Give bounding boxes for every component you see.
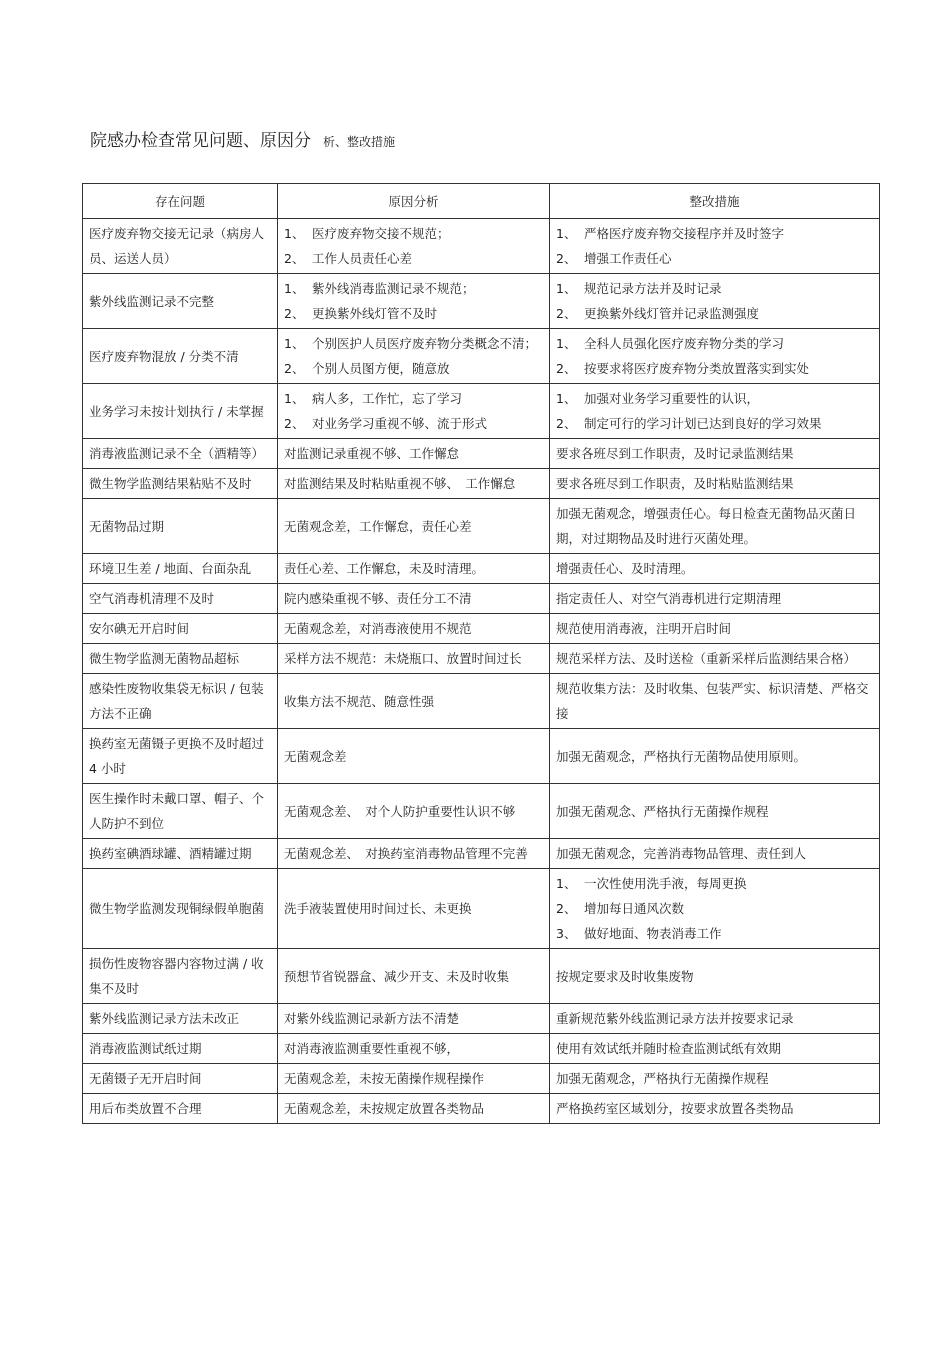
item-number: 2、 [556, 306, 577, 321]
problem-cell: 微生物学监测发现铜绿假单胞菌 [83, 869, 278, 949]
problem-cell: 消毒液监测记录不全（酒精等） [83, 439, 278, 469]
table-row [83, 274, 880, 329]
cause-cell: 无菌观念差，对消毒液使用不规范 [278, 614, 550, 644]
header-cause: 原因分析 [278, 184, 550, 219]
list-item [556, 411, 873, 436]
fix-cell [550, 869, 880, 949]
list-item [284, 276, 543, 301]
item-number: 1、 [284, 391, 305, 406]
problem-cell: 无菌物品过期 [83, 499, 278, 554]
item-number: 1、 [556, 876, 577, 891]
table-header-row [83, 184, 880, 219]
fix-cell: 加强无菌观念，完善消毒物品管理、责任到人 [550, 839, 880, 869]
list-item [284, 356, 543, 381]
item-number: 2、 [284, 361, 305, 376]
item-number: 1、 [556, 226, 577, 241]
title-tail: 析、整改措施 [323, 135, 396, 149]
table-row [83, 949, 880, 1004]
cause-cell: 对监测结果及时粘贴重视不够、 工作懈怠 [278, 469, 550, 499]
table-row [83, 1004, 880, 1034]
table-row [83, 869, 880, 949]
fix-cell: 加强无菌观念，严格执行无菌物品使用原则。 [550, 729, 880, 784]
item-number: 2、 [556, 901, 577, 916]
list-item [284, 221, 543, 246]
fix-cell [550, 329, 880, 384]
item-text: 做好地面、物表消毒工作 [584, 926, 722, 941]
cause-cell: 洗手液装置使用时间过长、未更换 [278, 869, 550, 949]
table-row [83, 1094, 880, 1124]
item-number: 1、 [284, 226, 305, 241]
table-row [83, 644, 880, 674]
fix-cell: 严格换药室区域划分，按要求放置各类物品 [550, 1094, 880, 1124]
item-text: 医疗废弃物交接不规范； [312, 226, 450, 241]
fix-cell: 规范采样方法、及时送检（重新采样后监测结果合格） [550, 644, 880, 674]
list-item [556, 356, 873, 381]
problem-cell: 损伤性废物容器内容物过满 / 收集不及时 [83, 949, 278, 1004]
fix-cell: 增强责任心、及时清理。 [550, 554, 880, 584]
fix-cell: 指定责任人、对空气消毒机进行定期清理 [550, 584, 880, 614]
fix-cell: 加强无菌观念，增强责任心。每日检查无菌物品灭菌日期，对过期物品及时进行灭菌处理。 [550, 499, 880, 554]
table-row [83, 614, 880, 644]
list-item [556, 921, 873, 946]
table-row [83, 469, 880, 499]
fix-cell: 要求各班尽到工作职责，及时粘贴监测结果 [550, 469, 880, 499]
item-number: 2、 [284, 251, 305, 266]
table-row [83, 554, 880, 584]
item-text: 个别人员图方便，随意放 [312, 361, 450, 376]
item-text: 个别医护人员医疗废弃物分类概念不清； [312, 336, 538, 351]
problem-cell: 微生物学监测无菌物品超标 [83, 644, 278, 674]
cause-cell: 收集方法不规范、随意性强 [278, 674, 550, 729]
fix-cell [550, 384, 880, 439]
table-row [83, 1064, 880, 1094]
list-item [284, 246, 543, 271]
cause-cell: 无菌观念差 [278, 729, 550, 784]
problem-cell: 环境卫生差 / 地面、台面杂乱 [83, 554, 278, 584]
item-text: 病人多，工作忙，忘了学习 [312, 391, 463, 406]
table-row [83, 729, 880, 784]
cause-cell: 采样方法不规范：未烧瓶口、放置时间过长 [278, 644, 550, 674]
item-number: 1、 [284, 336, 305, 351]
item-number: 3、 [556, 926, 577, 941]
fix-cell: 要求各班尽到工作职责，及时记录监测结果 [550, 439, 880, 469]
table-row [83, 1034, 880, 1064]
problem-cell: 安尔碘无开启时间 [83, 614, 278, 644]
table-row [83, 439, 880, 469]
item-text: 对业务学习重视不够、流于形式 [312, 416, 488, 431]
problem-cell: 医疗废弃物交接无记录（病房人员、运送人员） [83, 219, 278, 274]
item-text: 工作人员责任心差 [312, 251, 413, 266]
title-main: 院感办检查常见问题、原因分 [90, 131, 311, 151]
item-number: 2、 [556, 416, 577, 431]
table-body [83, 219, 880, 1124]
list-item [556, 331, 873, 356]
problem-cell: 无菌镊子无开启时间 [83, 1064, 278, 1094]
inspection-table [82, 183, 880, 1124]
item-text: 规范记录方法并及时记录 [584, 281, 722, 296]
item-number: 1、 [284, 281, 305, 296]
fix-cell: 规范收集方法：及时收集、包装严实、标识清楚、严格交接 [550, 674, 880, 729]
list-item [284, 331, 543, 356]
fix-cell: 使用有效试纸并随时检查监测试纸有效期 [550, 1034, 880, 1064]
list-item [284, 301, 543, 326]
cause-cell [278, 384, 550, 439]
list-item [284, 386, 543, 411]
problem-cell: 紫外线监测记录方法未改正 [83, 1004, 278, 1034]
list-item [556, 386, 873, 411]
item-text: 增加每日通风次数 [584, 901, 685, 916]
cause-cell [278, 274, 550, 329]
table-row [83, 329, 880, 384]
list-item [556, 301, 873, 326]
table-row [83, 384, 880, 439]
problem-cell: 用后布类放置不合理 [83, 1094, 278, 1124]
cause-cell: 责任心差、工作懈怠，未及时清理。 [278, 554, 550, 584]
table-row [83, 674, 880, 729]
problem-cell: 业务学习未按计划执行 / 未掌握 [83, 384, 278, 439]
fix-cell: 加强无菌观念，严格执行无菌操作规程 [550, 1064, 880, 1094]
item-number: 1、 [556, 391, 577, 406]
cause-cell: 对监测记录重视不够、工作懈怠 [278, 439, 550, 469]
cause-cell [278, 219, 550, 274]
item-text: 一次性使用洗手液，每周更换 [584, 876, 747, 891]
table-row [83, 219, 880, 274]
item-number: 2、 [556, 251, 577, 266]
item-number: 2、 [284, 416, 305, 431]
problem-cell: 感染性废物收集袋无标识 / 包装方法不正确 [83, 674, 278, 729]
item-text: 更换紫外线灯管并记录监测强度 [584, 306, 760, 321]
cause-cell: 无菌观念差，未按无菌操作规程操作 [278, 1064, 550, 1094]
problem-cell: 紫外线监测记录不完整 [83, 274, 278, 329]
problem-cell: 换药室无菌镊子更换不及时超过 4 小时 [83, 729, 278, 784]
problem-cell: 医疗废弃物混放 / 分类不清 [83, 329, 278, 384]
cause-cell: 预想节省锐器盒、减少开支、未及时收集 [278, 949, 550, 1004]
page-title [90, 126, 395, 151]
list-item [556, 871, 873, 896]
fix-cell [550, 274, 880, 329]
problem-cell: 微生物学监测结果粘贴不及时 [83, 469, 278, 499]
table-row [83, 584, 880, 614]
cause-cell: 无菌观念差，未按规定放置各类物品 [278, 1094, 550, 1124]
table-row [83, 499, 880, 554]
cause-cell: 无菌观念差、 对换药室消毒物品管理不完善 [278, 839, 550, 869]
header-fix: 整改措施 [550, 184, 880, 219]
item-number: 1、 [556, 336, 577, 351]
problem-cell: 消毒液监测试纸过期 [83, 1034, 278, 1064]
fix-cell: 按规定要求及时收集废物 [550, 949, 880, 1004]
table-row [83, 839, 880, 869]
item-text: 加强对业务学习重要性的认识， [584, 391, 760, 406]
item-text: 严格医疗废弃物交接程序并及时签字 [584, 226, 785, 241]
fix-cell [550, 219, 880, 274]
problem-cell: 换药室碘酒球罐、酒精罐过期 [83, 839, 278, 869]
fix-cell: 规范使用消毒液，注明开启时间 [550, 614, 880, 644]
header-problem: 存在问题 [83, 184, 278, 219]
item-text: 制定可行的学习计划已达到良好的学习效果 [584, 416, 822, 431]
cause-cell: 无菌观念差、 对个人防护重要性认识不够 [278, 784, 550, 839]
list-item [556, 276, 873, 301]
fix-cell: 加强无菌观念、严格执行无菌操作规程 [550, 784, 880, 839]
list-item [556, 896, 873, 921]
list-item [556, 246, 873, 271]
item-text: 紫外线消毒监测记录不规范； [312, 281, 475, 296]
cause-cell: 无菌观念差，工作懈怠，责任心差 [278, 499, 550, 554]
item-text: 全科人员强化医疗废弃物分类的学习 [584, 336, 785, 351]
item-number: 1、 [556, 281, 577, 296]
cause-cell: 院内感染重视不够、责任分工不清 [278, 584, 550, 614]
item-text: 增强工作责任心 [584, 251, 672, 266]
cause-cell: 对紫外线监测记录新方法不清楚 [278, 1004, 550, 1034]
problem-cell: 医生操作时未戴口罩、帽子、个人防护不到位 [83, 784, 278, 839]
list-item [284, 411, 543, 436]
problem-cell: 空气消毒机清理不及时 [83, 584, 278, 614]
cause-cell: 对消毒液监测重要性重视不够， [278, 1034, 550, 1064]
item-text: 更换紫外线灯管不及时 [312, 306, 438, 321]
item-number: 2、 [284, 306, 305, 321]
table-row [83, 784, 880, 839]
cause-cell [278, 329, 550, 384]
list-item [556, 221, 873, 246]
item-number: 2、 [556, 361, 577, 376]
fix-cell: 重新规范紫外线监测记录方法并按要求记录 [550, 1004, 880, 1034]
item-text: 按要求将医疗废弃物分类放置落实到实处 [584, 361, 810, 376]
